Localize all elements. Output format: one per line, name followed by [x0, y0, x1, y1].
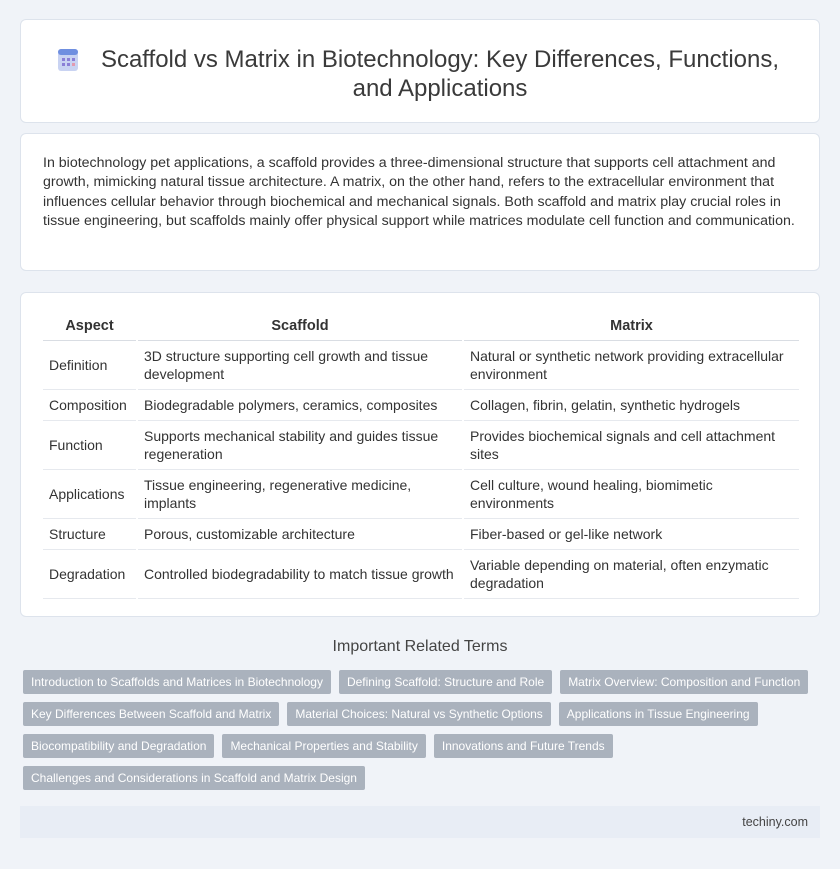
related-term-tag[interactable]: Key Differences Between Scaffold and Matrix: [23, 702, 279, 726]
table-row: [43, 420, 799, 469]
related-term-tag[interactable]: Biocompatibility and Degradation: [23, 734, 214, 758]
row-matrix: Cell culture, wound healing, biomimetic environments: [463, 469, 799, 518]
table-row: [43, 469, 799, 518]
row-scaffold: Supports mechanical stability and guides tissue regeneration: [137, 420, 463, 469]
related-terms-title: Important Related Terms: [332, 638, 508, 655]
related-term-tag[interactable]: Innovations and Future Trends: [434, 734, 613, 758]
related-term-tag[interactable]: Mechanical Properties and Stability: [222, 734, 425, 758]
table-row: [43, 518, 799, 549]
table-row: [43, 340, 799, 389]
intro-card: [20, 133, 820, 271]
intro-paragraph: In biotechnology pet applications, a scaffold provides a three-dimensional structure that supports cell attachment and growth, mimicking natural tissue architecture. A matrix, on the other hand, refers to the extracellular environment that influences cellular behavior through biochemical and mechanical signals. Both scaffold and matrix play crucial roles in tissue engineering, but scaffolds mainly offer physical support while matrices modulate cell function and communication.: [43, 155, 795, 230]
row-scaffold: Tissue engineering, regenerative medicine, implants: [137, 469, 463, 518]
row-aspect: Structure: [43, 518, 137, 549]
row-aspect: Composition: [43, 389, 137, 420]
row-matrix: Natural or synthetic network providing extracellular environment: [463, 340, 799, 389]
row-scaffold: Porous, customizable architecture: [137, 518, 463, 549]
footer-site-link[interactable]: techiny.com: [742, 815, 808, 829]
footer: [20, 806, 820, 838]
table-row: [43, 389, 799, 420]
page-title: Scaffold vs Matrix in Biotechnology: Key Differences, Functions, and Applications: [100, 46, 780, 102]
related-term-tag[interactable]: Defining Scaffold: Structure and Role: [339, 670, 552, 694]
header-aspect: Aspect: [43, 313, 137, 340]
row-scaffold: Controlled biodegradability to match tissue growth: [137, 549, 463, 598]
row-aspect: Applications: [43, 469, 137, 518]
related-term-tag[interactable]: Challenges and Considerations in Scaffold and Matrix Design: [23, 766, 365, 790]
related-terms-tags: [23, 670, 823, 798]
row-matrix: Fiber-based or gel-like network: [463, 518, 799, 549]
header-scaffold: Scaffold: [137, 313, 463, 340]
table-header-row: [43, 313, 799, 340]
related-term-tag[interactable]: Matrix Overview: Composition and Function: [560, 670, 808, 694]
row-aspect: Function: [43, 420, 137, 469]
row-matrix: Variable depending on material, often enzymatic degradation: [463, 549, 799, 598]
row-scaffold: 3D structure supporting cell growth and tissue development: [137, 340, 463, 389]
related-term-tag[interactable]: Introduction to Scaffolds and Matrices in Biotechnology: [23, 670, 331, 694]
title-row: [21, 20, 819, 103]
row-aspect: Degradation: [43, 549, 137, 598]
related-term-tag[interactable]: Material Choices: Natural vs Synthetic Options: [287, 702, 550, 726]
comparison-table-card: [20, 292, 820, 617]
row-matrix: Collagen, fibrin, gelatin, synthetic hydrogels: [463, 389, 799, 420]
row-scaffold: Biodegradable polymers, ceramics, composites: [137, 389, 463, 420]
header-card: [20, 19, 820, 123]
header-matrix: Matrix: [463, 313, 799, 340]
row-aspect: Definition: [43, 340, 137, 389]
document-icon: [55, 47, 81, 73]
related-term-tag[interactable]: Applications in Tissue Engineering: [559, 702, 758, 726]
comparison-table: [43, 313, 799, 599]
table-row: [43, 549, 799, 598]
row-matrix: Provides biochemical signals and cell attachment sites: [463, 420, 799, 469]
